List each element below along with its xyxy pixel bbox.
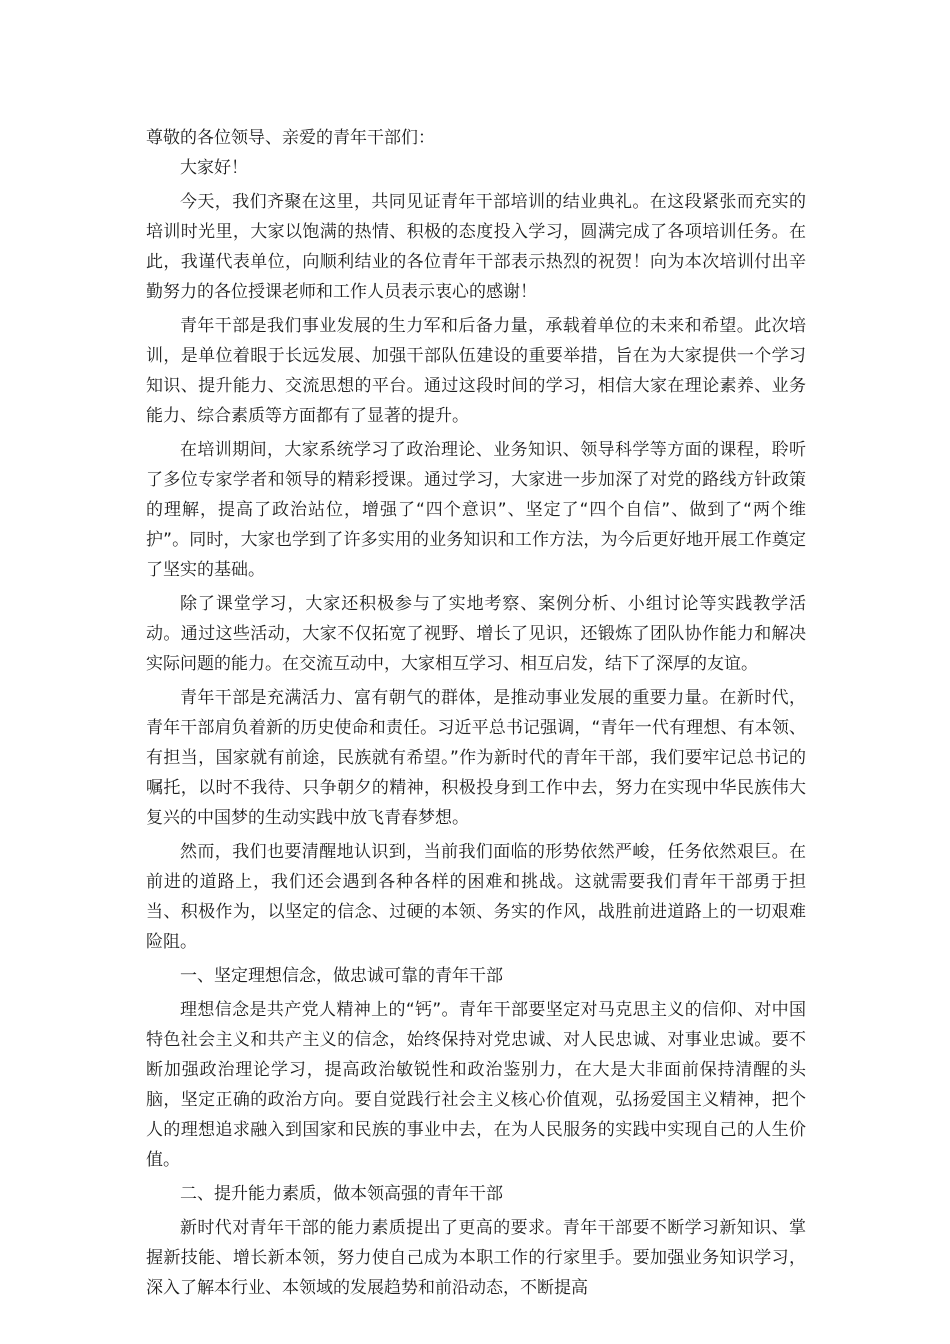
paragraph-ideals: 理想信念是共产党人精神上的“钙”。青年干部要坚定对马克思主义的信仰、对中国特色社会主义和共产主义的信念，始终保持对党忠诚、对人民忠诚、对事业忠诚。要不断加强政治理论学习，提高政治敏锐性和政治鉴别力，在大是大非面前保持清醒的头脑，坚定正确的政治方向。要自觉践行社会主义核心价值观，弘扬爱国主义精神，把个人的理想追求融入到国家和民族的事业中去，在为人民服务的实践中实现自己的人生价值。 xyxy=(146,1000,806,1170)
paragraph-abilities: 新时代对青年干部的能力素质提出了更高的要求。青年干部要不断学习新知识、掌握新技能、增长新本领，努力使自己成为本职工作的行家里手。要加强业务知识学习，深入了解本行业、本领域的发展趋势和前沿动态，不断提高 xyxy=(146,1218,806,1298)
paragraph-greeting: 大家好！ xyxy=(180,158,248,178)
paragraph-opening: 今天，我们齐聚在这里，共同见证青年干部培训的结业典礼。在这段紧张而充实的培训时光里，大家以饱满的热情、积极的态度投入学习，圆满完成了各项培训任务。在此，我谨代表单位，向顺利结业的各位青年干部表示热烈的祝贺！向为本次培训付出辛勤努力的各位授课老师和工作人员表示衷心的感谢！ xyxy=(146,192,806,302)
section-heading-2: 二、提升能力素质，做本领高强的青年干部 xyxy=(180,1184,503,1204)
speech-body xyxy=(146,123,806,1307)
paragraph-training-content: 在培训期间，大家系统学习了政治理论、业务知识、领导科学等方面的课程，聆听了多位专家学者和领导的精彩授课。通过学习，大家进一步加深了对党的路线方针政策的理解，提高了政治站位，增强了“四个意识”、坚定了“四个自信”、做到了“两个维护”。同时，大家也学到了许多实用的业务知识和工作方法，为今后更好地开展工作奠定了坚实的基础。 xyxy=(146,440,806,580)
paragraph-youth-mission: 青年干部是充满活力、富有朝气的群体，是推动事业发展的重要力量。在新时代，青年干部肩负着新的历史使命和责任。习近平总书记强调，“青年一代有理想、有本领、有担当，国家就有前途，民族就有希望。”作为新时代的青年干部，我们要牢记总书记的嘱托，以时不我待、只争朝夕的精神，积极投身到工作中去，努力在实现中华民族伟大复兴的中国梦的生动实践中放飞青春梦想。 xyxy=(146,688,806,828)
salutation: 尊敬的各位领导、亲爱的青年干部们： xyxy=(146,128,435,148)
paragraph-practice-activities: 除了课堂学习，大家还积极参与了实地考察、案例分析、小组讨论等实践教学活动。通过这些活动，大家不仅拓宽了视野、增长了见识，还锻炼了团队协作能力和解决实际问题的能力。在交流互动中，大家相互学习、相互启发，结下了深厚的友谊。 xyxy=(146,594,806,674)
paragraph-training-purpose: 青年干部是我们事业发展的生力军和后备力量，承载着单位的未来和希望。此次培训，是单位着眼于长远发展、加强干部队伍建设的重要举措，旨在为大家提供一个学习知识、提升能力、交流思想的平台。通过这段时间的学习，相信大家在理论素养、业务能力、综合素质等方面都有了显著的提升。 xyxy=(146,316,806,426)
paragraph-challenges: 然而，我们也要清醒地认识到，当前我们面临的形势依然严峻，任务依然艰巨。在前进的道路上，我们还会遇到各种各样的困难和挑战。这就需要我们青年干部勇于担当、积极作为，以坚定的信念、过硬的本领、务实的作风，战胜前进道路上的一切艰难险阻。 xyxy=(146,842,806,952)
section-heading-1: 一、坚定理想信念，做忠诚可靠的青年干部 xyxy=(180,966,503,986)
